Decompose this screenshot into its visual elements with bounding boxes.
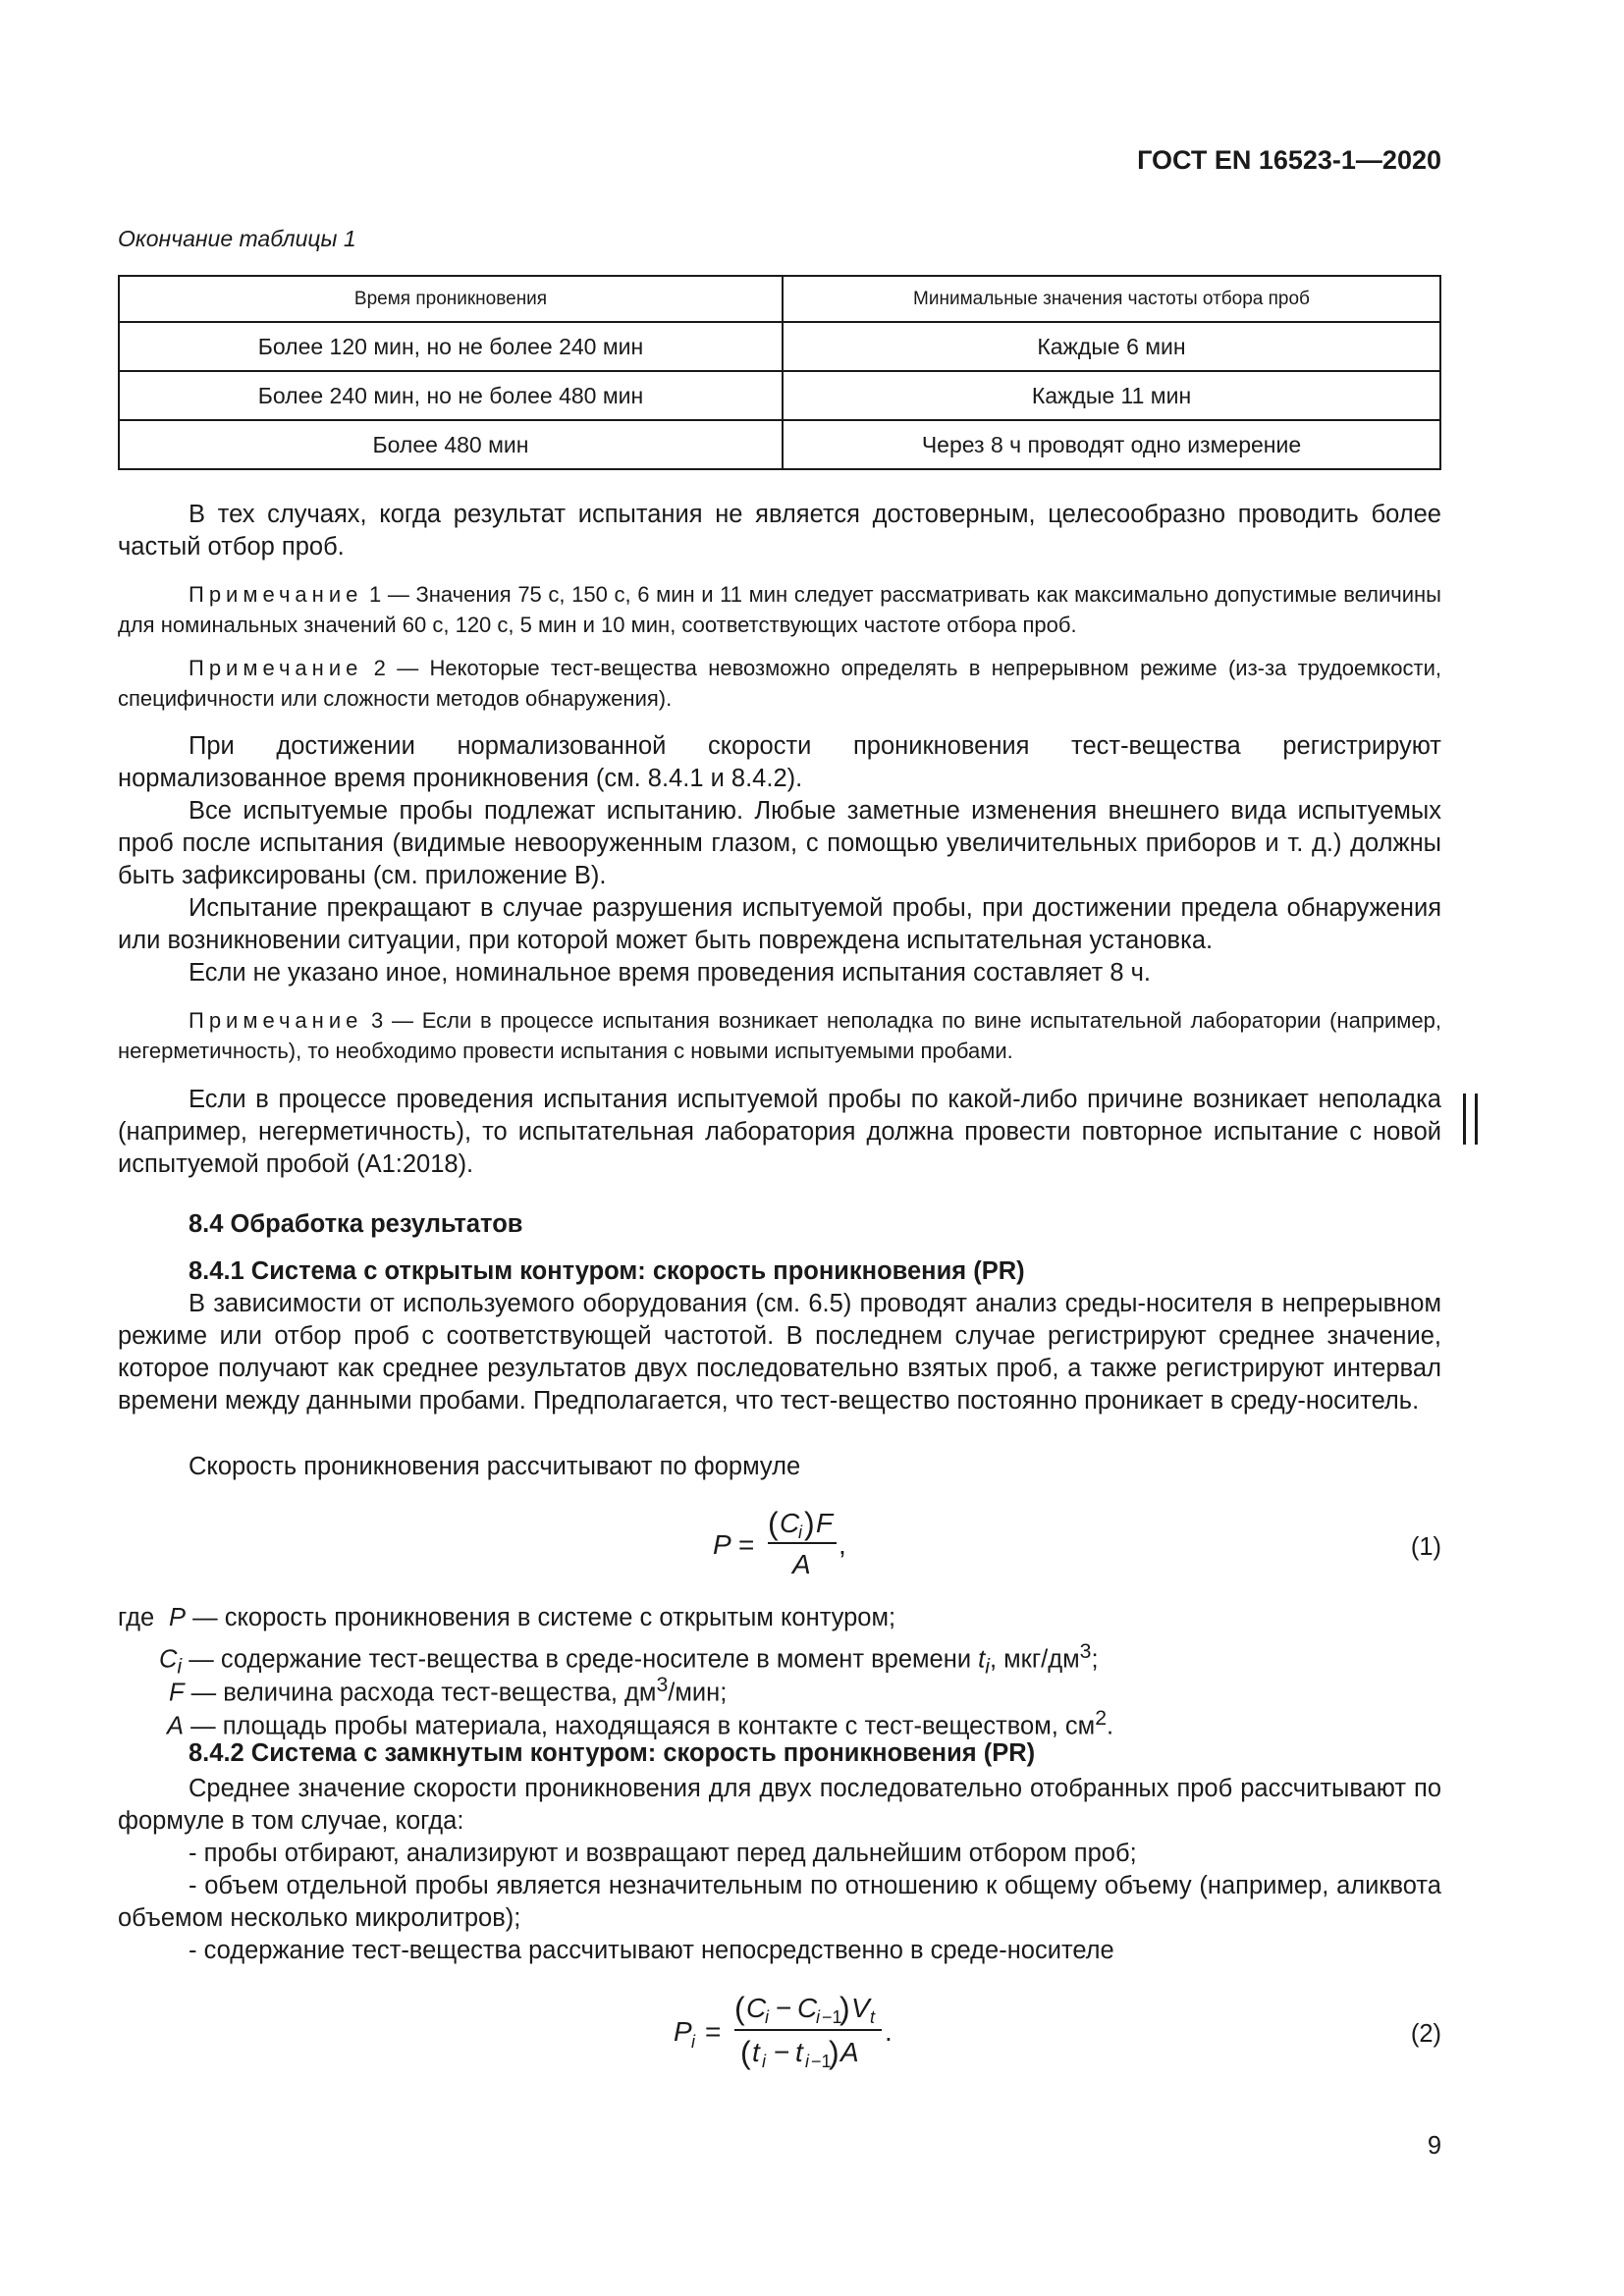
svg-text:V: V <box>851 1993 870 2023</box>
revision-bar-icon <box>1463 1094 1481 1145</box>
svg-text:.: . <box>885 2016 893 2047</box>
svg-text:C: C <box>797 1993 818 2023</box>
paragraph: Среднее значение скорости проникновения для двух последовательно отобранных проб рассчитывают по формуле в том случае, когда: <box>118 1775 1441 1835</box>
svg-text:−: − <box>774 2037 790 2067</box>
svg-text:i: i <box>798 1522 802 1542</box>
svg-text:i: i <box>765 2007 769 2027</box>
svg-text:,: , <box>839 1529 846 1560</box>
svg-text:): ) <box>804 1506 815 1541</box>
note-2 <box>118 653 1441 714</box>
table-header-cell: Минимальные значения частоты отбора проб <box>783 276 1440 322</box>
variable-definition <box>169 1602 895 1634</box>
section-heading: 8.4 Обработка результатов <box>189 1210 523 1238</box>
paragraph: Скорость проникновения рассчитывают по формуле <box>189 1453 801 1480</box>
table-row <box>119 371 1440 420</box>
svg-text:t: t <box>870 2007 876 2027</box>
formula-2-svg <box>672 1989 907 2077</box>
note-label: Примечание <box>189 1008 363 1033</box>
variable-symbol: A <box>167 1712 185 1740</box>
table-caption: Окончание таблицы 1 <box>118 226 356 251</box>
paragraph: Если в процессе проведения испытания испытуемой пробы по какой-либо причине возникает неполадка (например, негерметичность), то испытательная лаборатория должна провести повторное испытание с новой испытуемой пробой (А1:2018). <box>118 1086 1441 1178</box>
svg-text:(: ( <box>768 1506 779 1541</box>
table-header-row <box>119 276 1440 322</box>
table-row <box>119 420 1440 469</box>
variable-unit: , мкг/дм <box>989 1645 1080 1674</box>
note-text: 2 — Некоторые тест-вещества невозможно определять в непрерывном режиме (из-за трудоемкости, специфичности или сложности методов обнаружения). <box>118 656 1441 711</box>
table-cell: Более 120 мин, но не более 240 мин <box>119 322 783 371</box>
subsection-heading: 8.4.1 Система с открытым контуром: скорость проникновения (PR) <box>189 1257 1025 1285</box>
svg-text:t: t <box>795 2037 803 2067</box>
note-label: Примечание <box>189 656 363 680</box>
svg-text:=: = <box>738 1529 755 1560</box>
paragraph: Если не указано иное, номинальное время проведения испытания составляет 8 ч. <box>189 959 1151 987</box>
variable-superscript: 2 <box>1095 1706 1108 1730</box>
table-cell: Каждые 6 мин <box>783 322 1440 371</box>
variable-subscript: i <box>177 1654 183 1679</box>
list-item: - объем отдельной пробы является незначительным по отношению к общему объему (например, аликвота объемом несколько микролитров); <box>118 1872 1441 1932</box>
formula-number: (1) <box>1410 1533 1441 1561</box>
formula-1 <box>711 1502 878 1588</box>
variable-description: — содержание тест-вещества в среде-носителе в момент времени <box>189 1645 979 1674</box>
paragraph: Все испытуемые пробы подлежат испытанию. Любые заметные изменения внешнего вида испытуемых проб после испытания (видимые невооруженным глазом, с помощью увеличительных приборов и т. д.) должны быть зафиксированы (см. приложение В). <box>118 797 1441 889</box>
svg-text:(: ( <box>734 1991 745 2026</box>
svg-text:C: C <box>746 1993 767 2023</box>
variable-description: — площадь пробы материала, находящаяся в контакте с тест-веществом, см <box>190 1712 1096 1740</box>
paragraph: Испытание прекращают в случае разрушения испытуемой пробы, при достижении предела обнаружения или возникновении ситуации, при которой может быть повреждена испытательная установка. <box>118 894 1441 954</box>
sampling-frequency-table <box>118 275 1441 470</box>
formula-2 <box>672 1989 907 2085</box>
variable-symbol: t <box>978 1645 986 1674</box>
document-header-id: ГОСТ EN 16523-1—2020 <box>1137 145 1441 175</box>
variable-symbol: F <box>169 1679 185 1707</box>
variable-description: — величина расхода тест-вещества, дм <box>190 1679 657 1707</box>
svg-text:): ) <box>839 1991 850 2026</box>
table-row <box>119 322 1440 371</box>
variable-symbol: P <box>169 1604 187 1631</box>
variable-punctuation: . <box>1107 1712 1114 1740</box>
svg-text:−1: −1 <box>811 2052 832 2071</box>
note-3 <box>118 1005 1441 1066</box>
subsection-heading: 8.4.2 Система с замкнутым контуром: скорость проникновения (PR) <box>189 1739 1036 1767</box>
variable-superscript: 3 <box>1079 1639 1092 1663</box>
paragraph: В тех случаях, когда результат испытания не является достоверным, целесообразно проводить более частый отбор проб. <box>118 501 1441 561</box>
svg-text:F: F <box>816 1508 834 1538</box>
variable-symbol: C <box>159 1645 178 1674</box>
table-cell: Через 8 ч проводят одно измерение <box>783 420 1440 469</box>
svg-text:P: P <box>713 1529 731 1560</box>
where-label: где <box>118 1604 155 1631</box>
svg-text:): ) <box>829 2035 839 2070</box>
table-cell: Более 480 мин <box>119 420 783 469</box>
page-number: 9 <box>1427 2132 1441 2160</box>
svg-text:=: = <box>705 2016 722 2047</box>
note-1 <box>118 579 1441 640</box>
note-text: 1 — Значения 75 с, 150 с, 6 мин и 11 мин следует рассматривать как максимально допустимые величины для номинальных значений 60 с, 120 с, 5 мин и 10 мин, соответствующих частоте отбора проб. <box>118 582 1441 637</box>
formula-number: (2) <box>1410 2020 1441 2048</box>
svg-text:i: i <box>816 2007 820 2027</box>
svg-text:i: i <box>762 2052 766 2071</box>
svg-text:C: C <box>780 1508 800 1538</box>
svg-text:i: i <box>691 2032 695 2052</box>
svg-text:−1: −1 <box>822 2007 842 2027</box>
table-header-cell: Время проникновения <box>119 276 783 322</box>
note-text: 3 — Если в процессе испытания возникает неполадка по вине испытательной лаборатории (например, негерметичность), то необходимо провести испытания с новыми испытуемыми пробами. <box>118 1008 1441 1063</box>
variable-unit: /мин; <box>668 1679 728 1707</box>
svg-text:−: − <box>776 1993 792 2023</box>
paragraph: При достижении нормализованной скорости проникновения тест-вещества регистрируют нормализованное время проникновения (см. 8.4.1 и 8.4.2). <box>118 732 1441 792</box>
list-item: - содержание тест-вещества рассчитывают непосредственно в среде-носителе <box>189 1937 1114 1964</box>
paragraph: В зависимости от используемого оборудования (см. 6.5) проводят анализ среды-носителя в непрерывном режиме или отбор проб с соответствующей частотой. В последнем случае регистрируют среднее значение, которое получают как среднее результатов двух последовательно взятых проб, а также регистрируют интервал времени между данными пробами. Предполагается, что тест-вещество постоянно проникает в среду-носитель. <box>118 1290 1441 1415</box>
variable-subscript: i <box>985 1654 990 1679</box>
note-label: Примечание <box>189 582 363 607</box>
list-item: - пробы отбирают, анализируют и возвращают перед дальнейшим отбором проб; <box>189 1840 1137 1867</box>
svg-text:A: A <box>840 2037 859 2067</box>
variable-description: — скорость проникновения в системе с открытым контуром; <box>192 1604 896 1631</box>
svg-text:A: A <box>792 1549 811 1579</box>
svg-text:P: P <box>674 2016 692 2047</box>
variable-punctuation: ; <box>1091 1645 1099 1674</box>
formula-1-svg <box>711 1502 878 1580</box>
table-cell: Каждые 11 мин <box>783 371 1440 420</box>
table-cell: Более 240 мин, но не более 480 мин <box>119 371 783 420</box>
variable-superscript: 3 <box>656 1673 669 1696</box>
svg-text:i: i <box>805 2052 809 2071</box>
svg-text:t: t <box>752 2037 760 2067</box>
svg-text:(: ( <box>740 2035 751 2070</box>
